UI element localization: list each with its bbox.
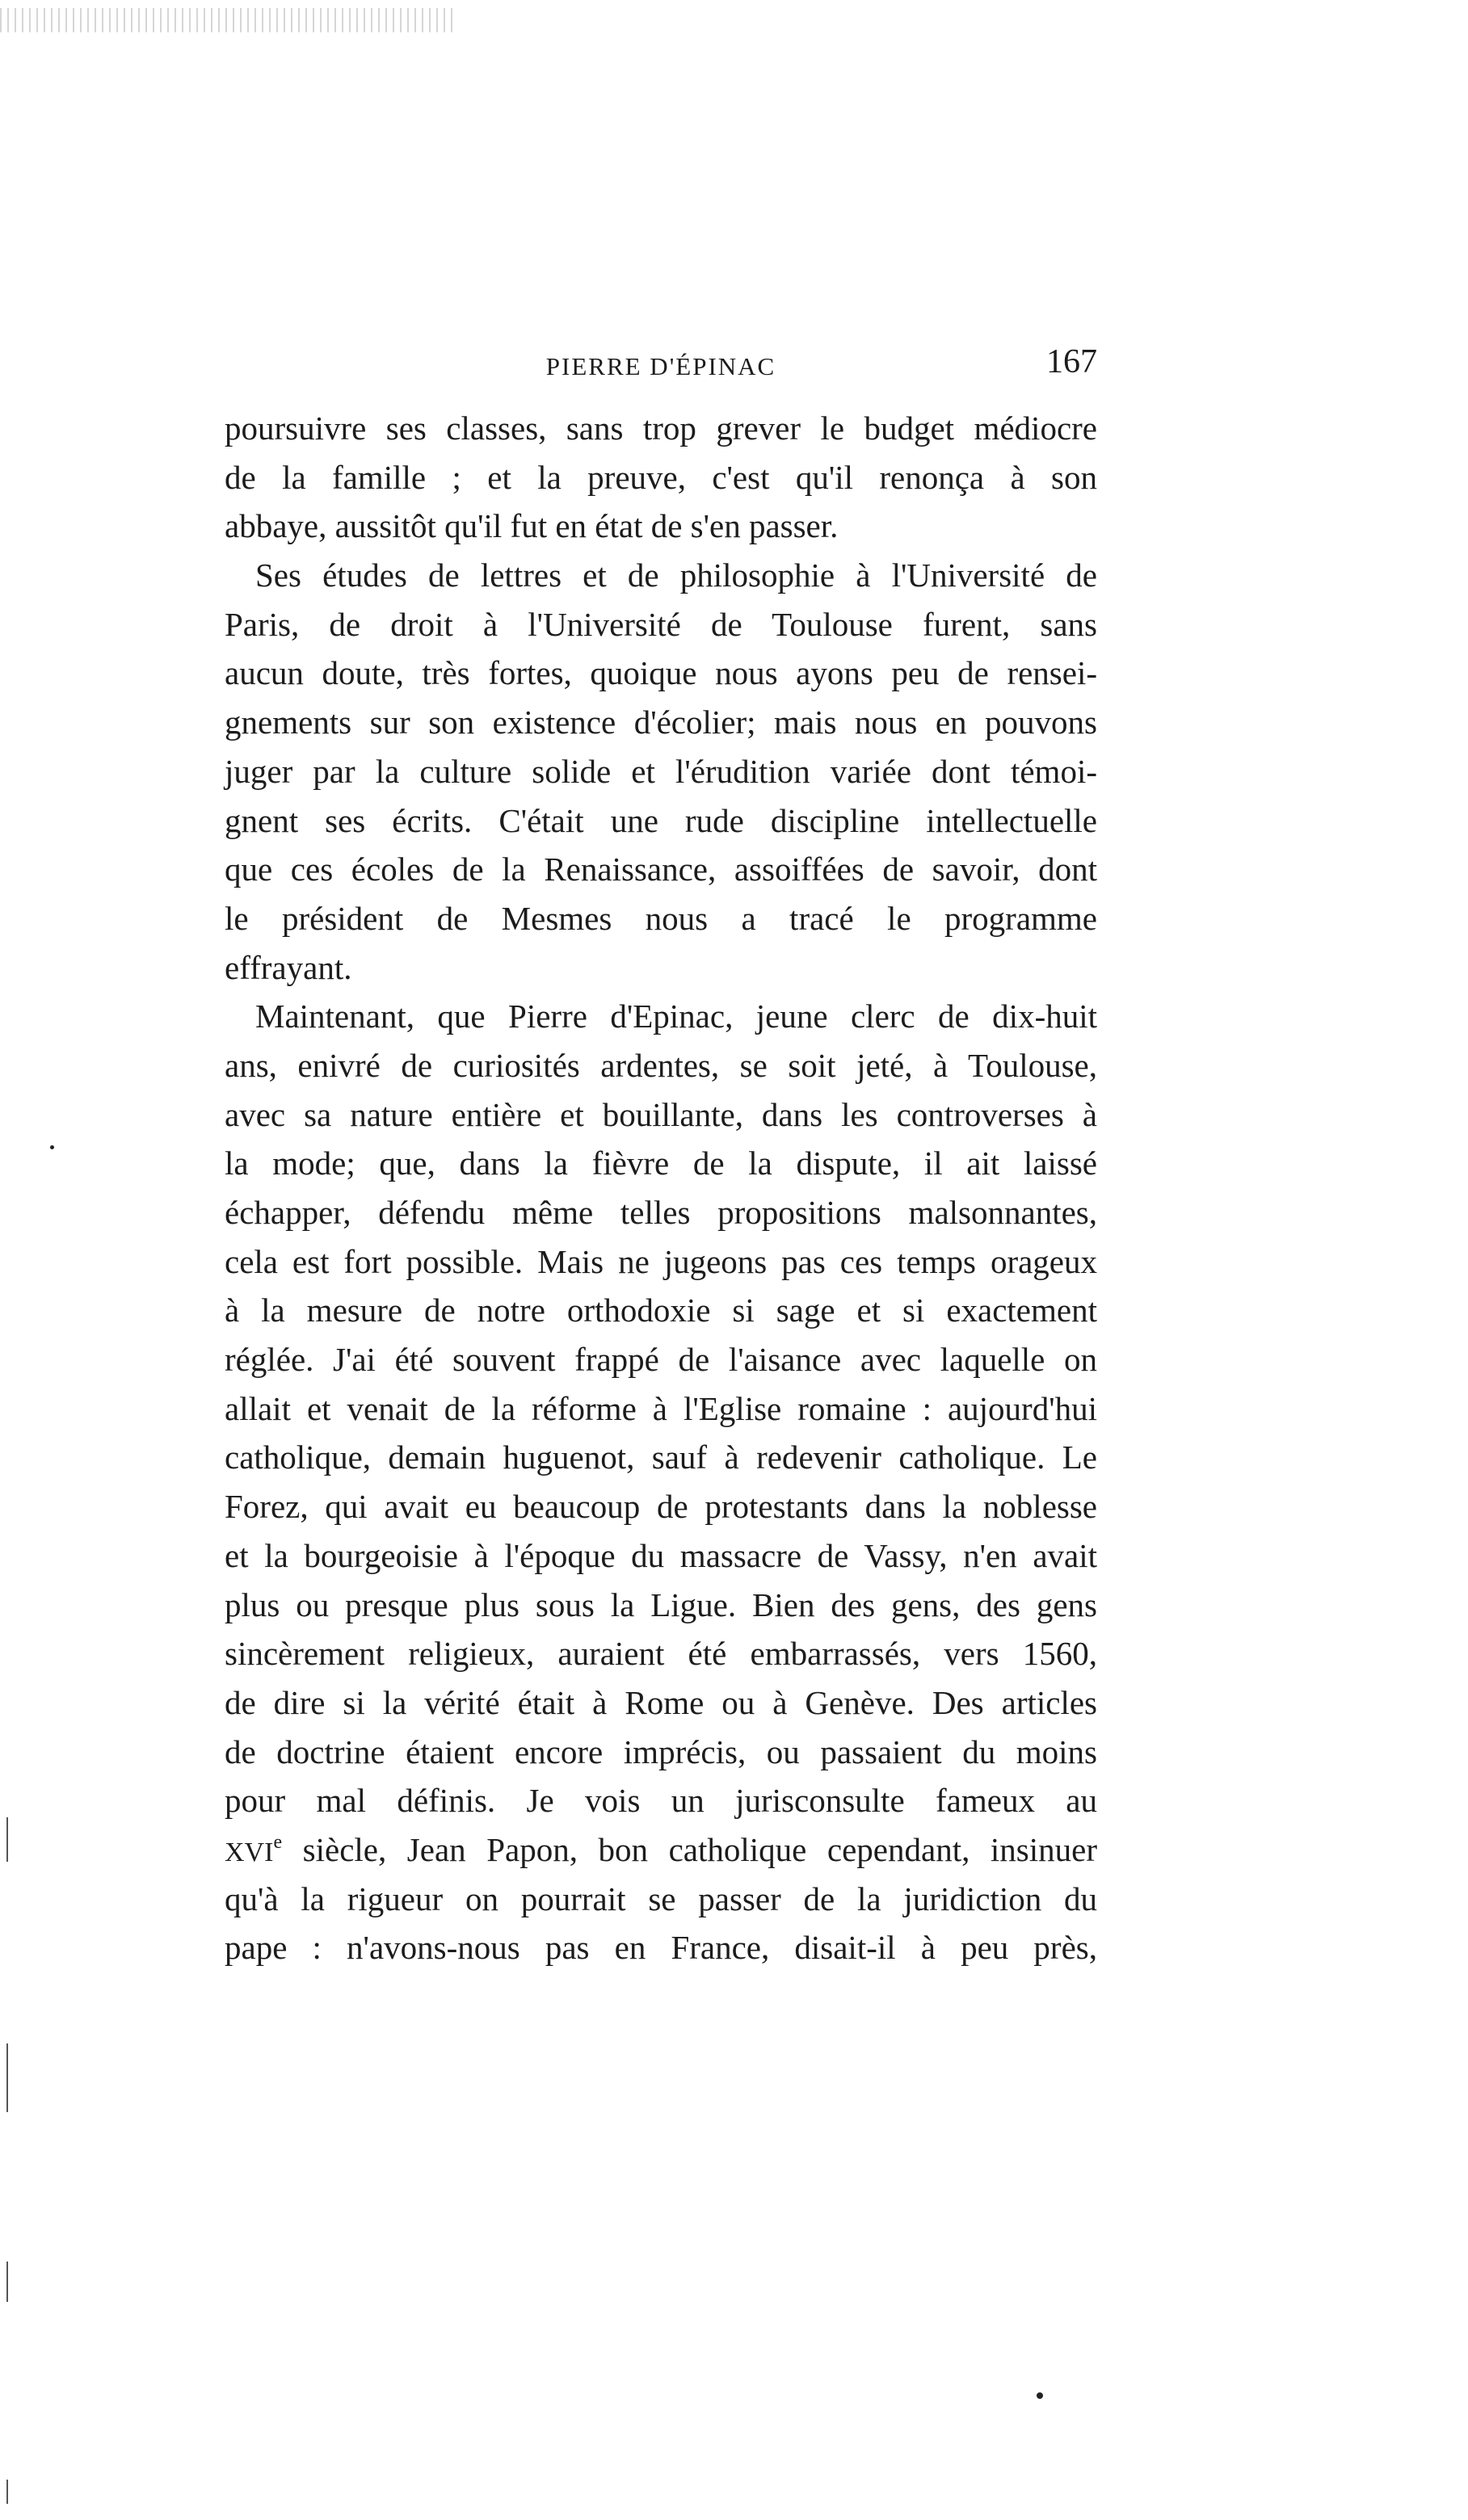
text-line: pape : n'avons-nous pas en France, disait-il à peu près, <box>225 1929 1097 1967</box>
text-line: le président de Mesmes nous a tracé le programme <box>225 899 1097 937</box>
text-line: ans, enivré de curiosités ardentes, se soit jeté, à Toulouse, <box>225 1046 1097 1084</box>
text-line: avec sa nature entière et bouillante, dans les controverses à <box>225 1095 1097 1133</box>
text-line: gnent ses écrits. C'était une rude discipline intellectuelle <box>225 801 1097 839</box>
page-edge-mark <box>6 1817 8 1862</box>
text-line: abbaye, aussitôt qu'il fut en état de s'en passer. <box>225 507 839 545</box>
text-line: sincèrement religieux, auraient été embarrassés, vers 1560, <box>225 1635 1097 1673</box>
scan-noise <box>0 8 452 32</box>
text-line: de dire si la vérité était à Rome ou à Genève. Des articles <box>225 1683 1097 1721</box>
page-edge-mark <box>6 2043 8 2112</box>
text-line: pour mal définis. Je vois un jurisconsulte fameux au <box>225 1782 1097 1820</box>
text-line: Paris, de droit à l'Université de Toulouse furent, sans <box>225 605 1097 643</box>
text-line: aucun doute, très fortes, quoique nous ayons peu de rensei- <box>225 654 1097 692</box>
text-line: Forez, qui avait eu beaucoup de protestants dans la noblesse <box>225 1488 1097 1526</box>
text-line: plus ou presque plus sous la Ligue. Bien des gens, des gens <box>225 1586 1097 1623</box>
text-line: de la famille ; et la preuve, c'est qu'il renonça à son <box>225 458 1097 496</box>
text-line: de doctrine étaient encore imprécis, ou passaient du moins <box>225 1732 1097 1770</box>
century-line-rest: siècle, Jean Papon, bon catholique cependant, insinuer <box>302 1830 1097 1868</box>
body-text <box>225 404 1097 1972</box>
text-line: et la bourgeoisie à l'époque du massacre de Vassy, n'en avait <box>225 1536 1097 1574</box>
text-line: qu'à la rigueur on pourrait se passer de la juridiction du <box>225 1880 1097 1917</box>
text-line: juger par la culture solide et l'érudition variée dont témoi- <box>225 752 1097 790</box>
page-edge-mark <box>6 2480 8 2504</box>
text-line: à la mesure de notre orthodoxie si sage et si exactement <box>225 1292 1097 1329</box>
text-line: gnements sur son existence d'écolier; mais nous en pouvons <box>225 704 1097 741</box>
text-line: allait et venait de la réforme à l'Eglise romaine : aujourd'hui <box>225 1389 1097 1427</box>
century-superscript: e <box>273 1831 283 1853</box>
text-line: réglée. J'ai été souvent frappé de l'aisance avec laquelle on <box>225 1341 1097 1379</box>
ink-speck <box>1037 2392 1043 2399</box>
paragraph-start-line: Ses études de lettres et de philosophie à l'Université de <box>255 556 1097 594</box>
text-line: la mode; que, dans la fièvre de la dispute, il ait laissé <box>225 1144 1097 1182</box>
ink-speck <box>50 1145 54 1149</box>
running-title: PIERRE D'ÉPINAC <box>545 352 776 380</box>
page-number: 167 <box>1046 343 1097 380</box>
text-line-century <box>225 1825 1097 1875</box>
century-numeral: XVI <box>225 1837 274 1867</box>
paragraph-start-line: Maintenant, que Pierre d'Epinac, jeune clerc de dix-huit <box>255 998 1097 1035</box>
text-line: que ces écoles de la Renaissance, assoiffées de savoir, dont <box>225 850 1097 888</box>
text-line: catholique, demain huguenot, sauf à redevenir catholique. Le <box>225 1438 1097 1476</box>
text-line: échapper, défendu même telles propositions malsonnantes, <box>225 1194 1097 1231</box>
text-line: cela est fort possible. Mais ne jugeons pas ces temps orageux <box>225 1242 1097 1280</box>
running-head <box>225 342 1097 391</box>
text-line: effrayant. <box>225 948 352 986</box>
text-line: poursuivre ses classes, sans trop grever le budget médiocre <box>225 410 1097 447</box>
page-edge-mark <box>6 2262 8 2302</box>
